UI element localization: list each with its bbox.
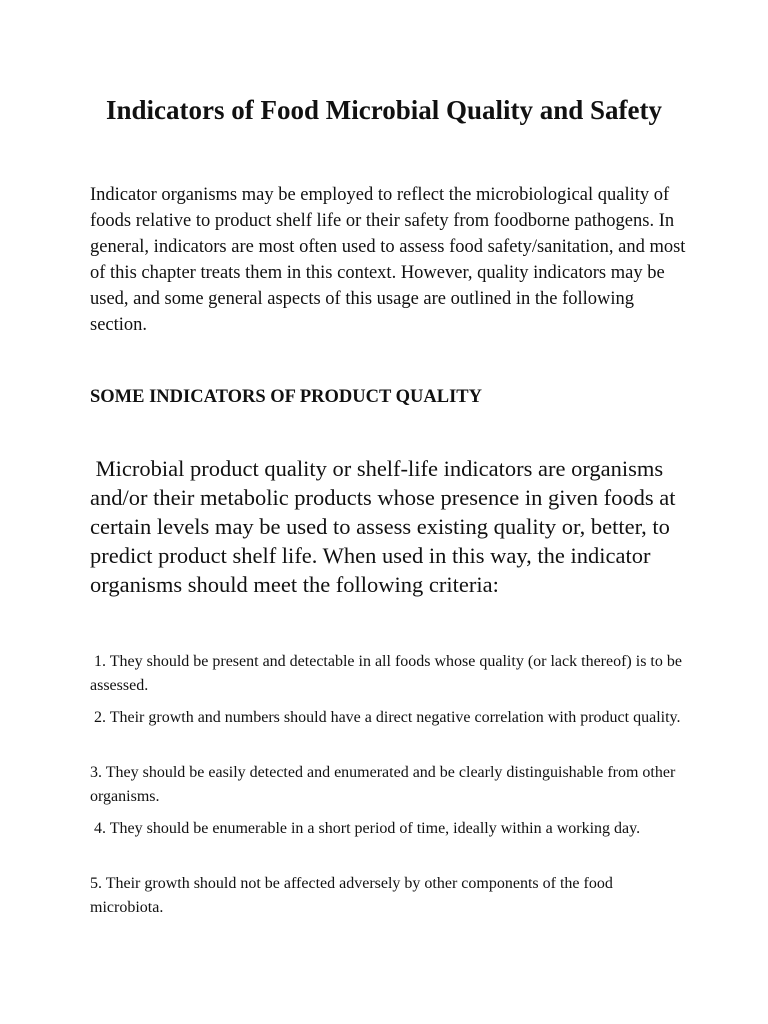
criteria-item-3: 3. They should be easily detected and enumerated and be clearly distinguishable from other organisms. (90, 764, 680, 805)
criteria-item-1: 1. They should be present and detectable in all foods whose quality (or lack thereof) is to be assessed. (90, 653, 686, 694)
intro-paragraph: Indicator organisms may be employed to reflect the microbiological quality of foods relative to product shelf life or their safety from foodborne pathogens. In general, indicators are most often used to assess food safety/sanitation, and most of this chapter treats them in this context. However, quality indicators may be used, and some general aspects of this usage are outlined in the following section. (90, 185, 686, 335)
criteria-list (90, 650, 690, 928)
criteria-item-2: 2. Their growth and numbers should have a direct negative correlation with product quality. (90, 708, 681, 726)
criteria-item-5: 5. Their growth should not be affected adversely by other components of the food microbiota. (90, 875, 617, 916)
lead-paragraph: Microbial product quality or shelf-life indicators are organisms and/or their metabolic products whose presence in given foods at certain levels may be used to assess existing quality or, better, to predict product shelf life. When used in this way, the indicator organisms should meet the following criteria: (90, 456, 682, 597)
section-heading: SOME INDICATORS OF PRODUCT QUALITY (90, 387, 482, 407)
criteria-item-4: 4. They should be enumerable in a short period of time, ideally within a working day. (90, 819, 641, 837)
document-title: Indicators of Food Microbial Quality and Safety (105, 95, 663, 125)
